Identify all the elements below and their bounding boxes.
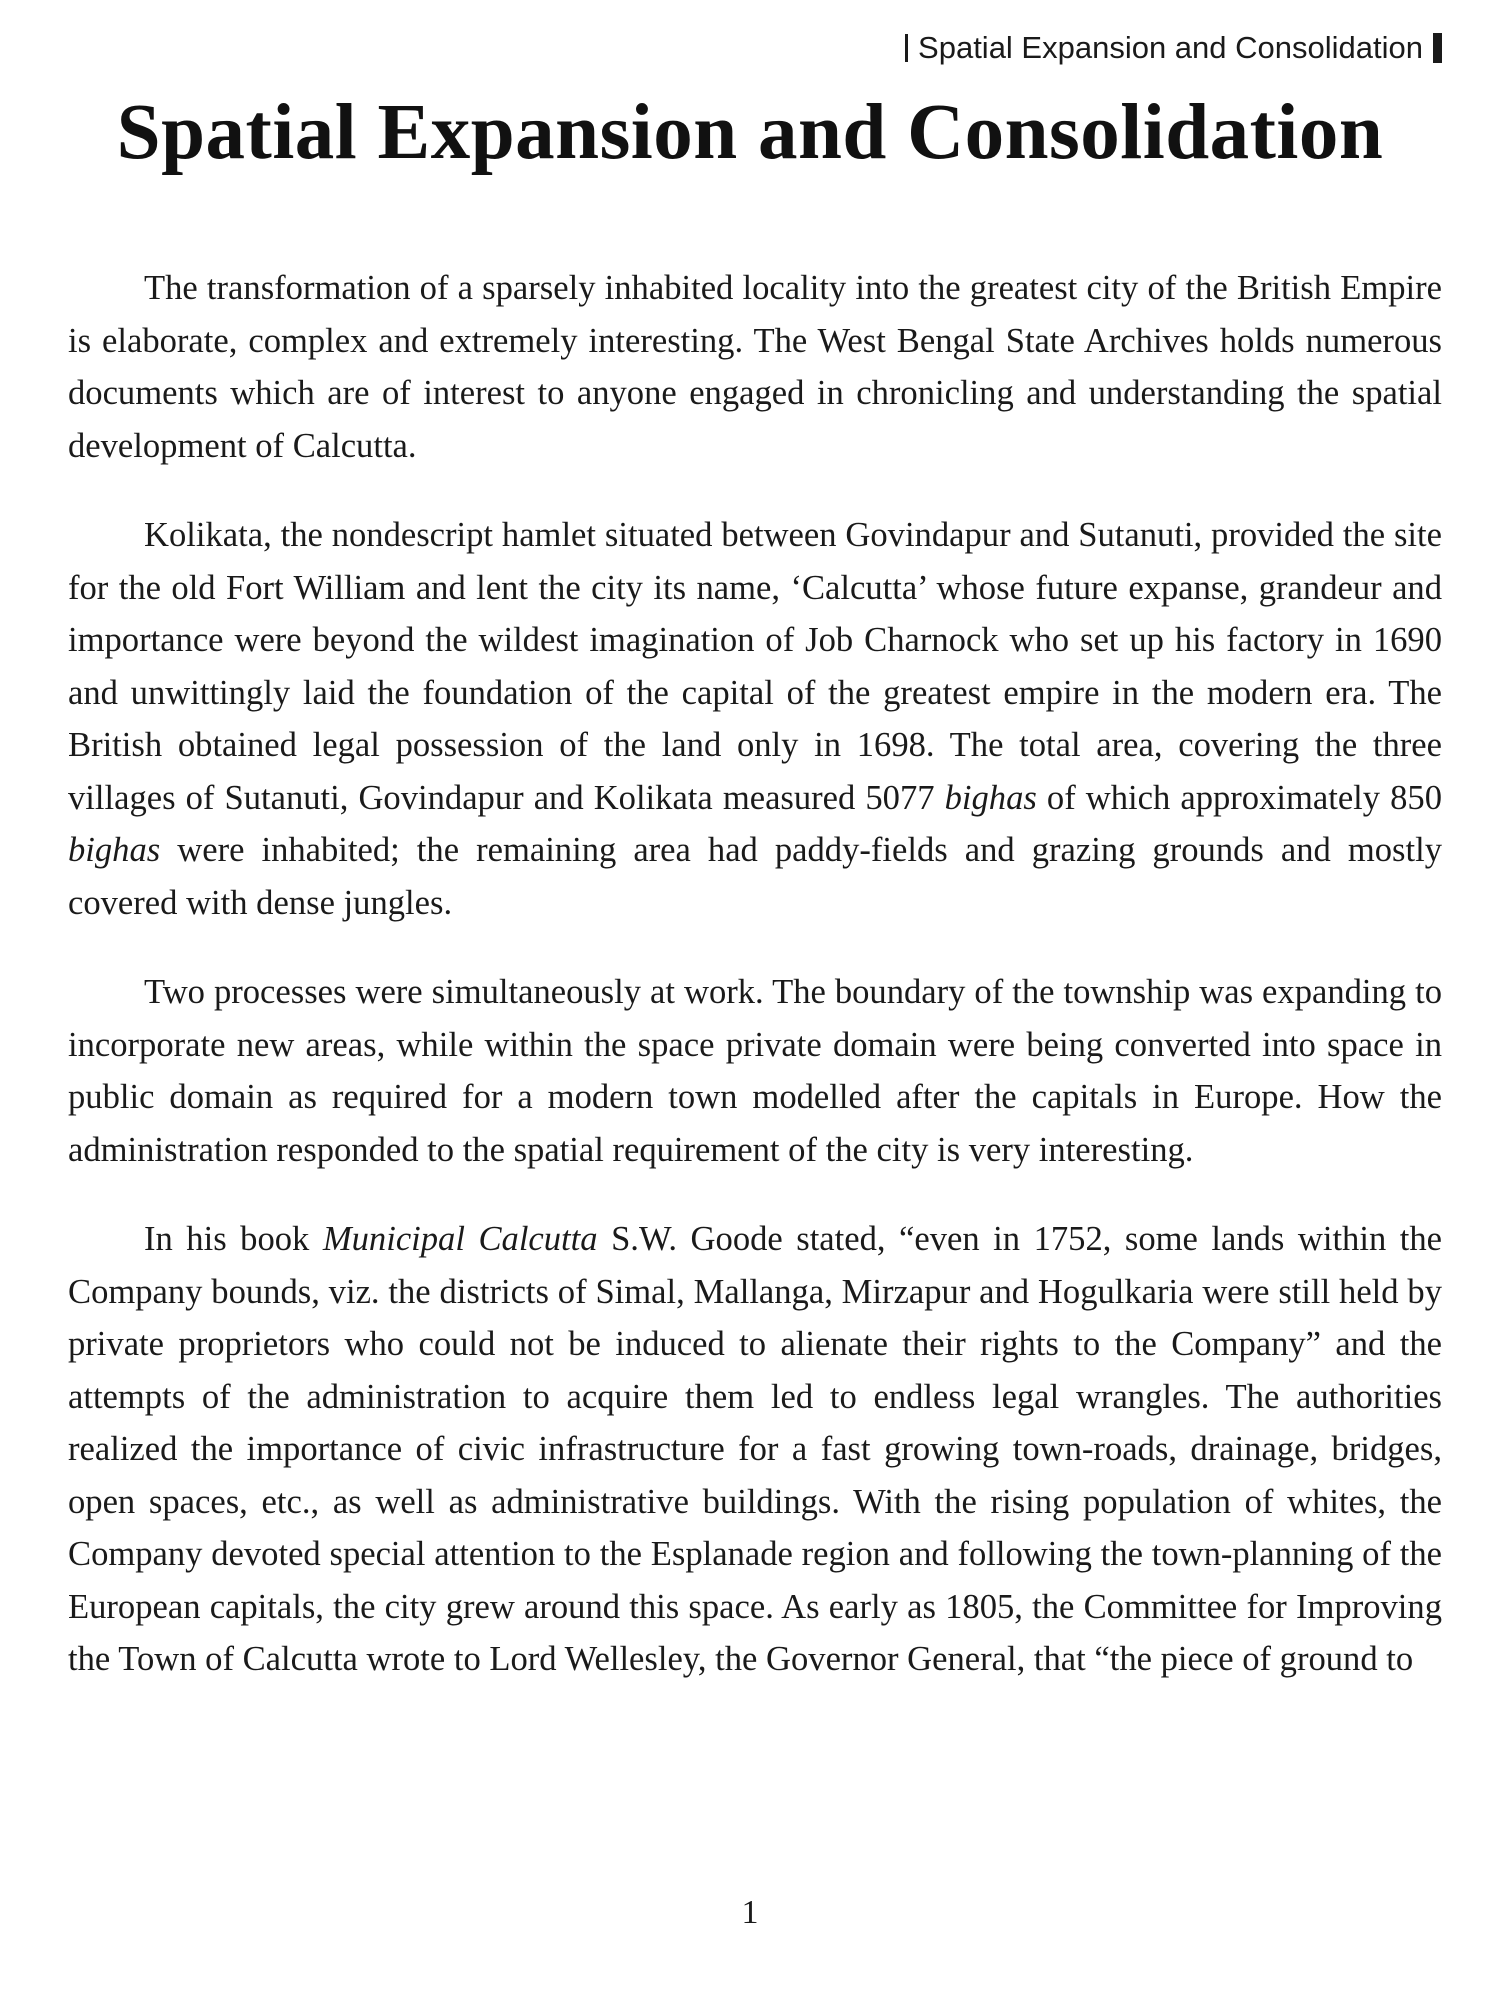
paragraph-text: The transformation of a sparsely inhabited locality into the greatest city of the British Empire is elaborate, complex and extremely interesting. The West Bengal State Archives holds numerous documents which are of interest to anyone engaged in chronicling and understanding the spatial development of Calcutta. <box>68 269 1442 465</box>
paragraph <box>68 966 1442 1176</box>
paragraph-text: Two processes were simultaneously at work. The boundary of the township was expanding to incorporate new areas, while within the space private domain were being converted into space in public domain as required for a modern town modelled after the capitals in Europe. How the administration responded to the spatial requirement of the city is very interesting. <box>68 973 1442 1169</box>
header-rule-right <box>1433 33 1442 63</box>
paragraph-text: of which approximately 850 <box>1036 778 1442 817</box>
page-number: 1 <box>741 1894 759 1931</box>
italic-text: Municipal Calcutta <box>322 1220 598 1258</box>
italic-text: bighas <box>944 778 1037 817</box>
paragraph <box>68 262 1442 472</box>
page-title: Spatial Expansion and Consolidation <box>116 89 1384 176</box>
running-header-text: Spatial Expansion and Consolidation <box>918 30 1423 65</box>
paragraph-text: S.W. Goode stated, “even in 1752, some lands within the Company bounds, viz. the districts of Simal, Mallanga, Mirzapur and Hogulkaria were still held by private proprietors who could not be induced to alienate their rights to the Company” and the attempts of the administration to acquire them led to endless legal wrangles. The authorities realized the importance of civic infrastructure for a fast growing town-roads, drainage, bridges, open spaces, etc., as well as administrative buildings. With the rising population of whites, the Company devoted special attention to the Esplanade region and following the town-planning of the European capitals, the city grew around this space. As early as 1805, the Committee for Improving the Town of Calcutta wrote to Lord Wellesley, the Governor General, that “the piece of ground to <box>68 1220 1442 1678</box>
paragraph-text: Kolikata, the nondescript hamlet situated between Govindapur and Sutanuti, provided the site for the old Fort William and lent the city its name, ‘Calcutta’ whose future expanse, grandeur and importance were beyond the wildest imagination of Job Charnock who set up his factory in 1690 and unwittingly laid the foundation of the capital of the greatest empire in the modern era. The British obtained legal possession of the land only in 1698. The total area, covering the three villages of Sutanuti, Govindapur and Kolikata measured 5077 <box>68 516 1442 817</box>
body-text <box>68 262 1442 1686</box>
paragraph-text: were inhabited; the remaining area had paddy-fields and grazing grounds and mostly covered with dense jungles. <box>68 831 1442 922</box>
italic-text: bighas <box>68 831 161 869</box>
paragraph <box>68 509 1442 929</box>
header-rule-left <box>905 34 908 62</box>
paragraph <box>68 1213 1442 1686</box>
paragraph-text: In his book <box>144 1220 323 1258</box>
running-header <box>905 30 1442 66</box>
